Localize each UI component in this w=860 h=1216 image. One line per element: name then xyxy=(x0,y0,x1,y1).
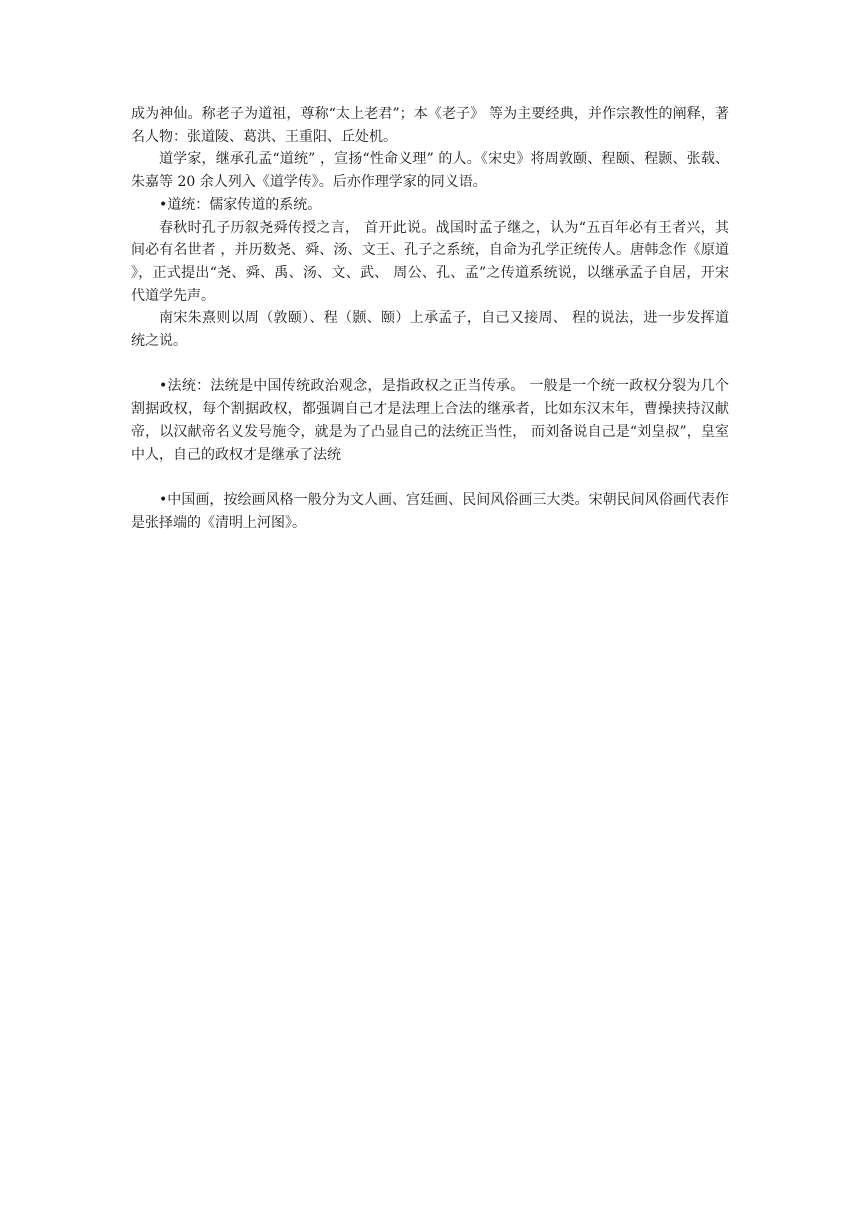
paragraph-daotong-history: 春秋时孔子历叙尧舜传授之言， 首开此说。战国时孟子继之，认为“五百年必有王者兴，其间必有名世者 ，并历数尧、舜、汤、文王、孔子之系统，自命为孔学正统传人。唐韩念作《原道》，正式提出“尧、舜、禹、汤、文、武、 周公、孔、孟”之传道系统说，以继承孟子自居，开宋代道学先声。 xyxy=(131,219,729,304)
paragraph-spacer xyxy=(131,353,729,376)
paragraph-daotong-heading: •道统：儒家传道的系统。 xyxy=(159,196,322,213)
paragraph-spacer xyxy=(131,466,729,489)
paragraph-daojiao-continued: 成为神仙。称老子为道祖，尊称“太上老君”；本《老子》 等为主要经典，并作宗教性的阐释，著名人物：张道陵、葛洪、王重阳、丘处机。 xyxy=(131,106,729,145)
paragraph-daoxuejia: 道学家，继承孔孟“道统” ，宣扬“性命义理” 的人。《宋史》将周敦颐、程颐、程颢、张载、朱嘉等 20 余人列入《道学传》。后亦作理学家的同义语。 xyxy=(131,151,729,191)
paragraph-zhuxi-daotong: 南宋朱熹则以周（敦颐）、程（颢、颐）上承孟子，自己又接周、 程的说法，进一步发挥道统之说。 xyxy=(131,310,729,350)
paragraph-fatong: •法统：法统是中国传统政治观念，是指政权之正当传承。 一般是一个统一政权分裂为几个割据政权，每个割据政权，都强调自己才是法理上合法的继承者，比如东汉末年，曹操挟持汉献帝，以汉献帝名义发号施令，就是为了凸显自己的法统正当性， 而刘备说自己是“刘皇叔”，皇室中人，自己的政权才是继承了法统 xyxy=(131,378,729,463)
document-body xyxy=(131,103,729,534)
paragraph-zhongguohua: •中国画，按绘画风格一般分为文人画、宫廷画、民间风俗画三大类。宋朝民间风俗画代表作是张择端的《清明上河图》。 xyxy=(131,491,729,531)
